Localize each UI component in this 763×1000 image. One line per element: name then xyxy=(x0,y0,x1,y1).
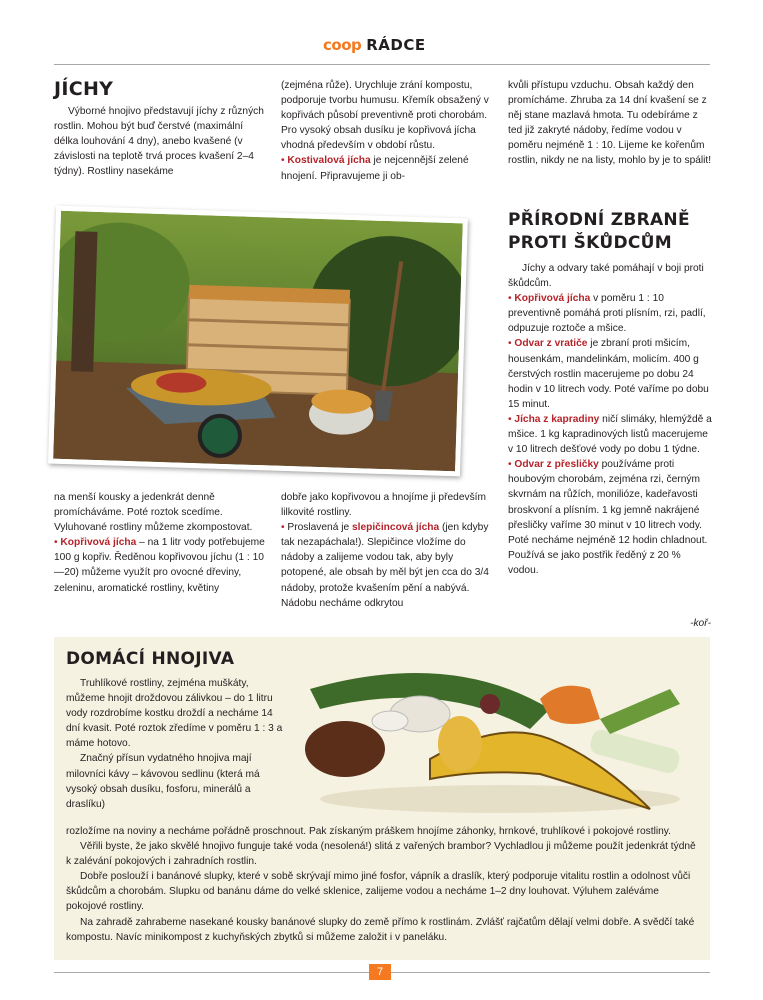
magazine-header xyxy=(323,36,426,54)
zbrane-intro: Jíchy a odvary také pomáhají v boji proti škůdcům. xyxy=(508,263,704,290)
jichy-column-1-bottom xyxy=(54,490,269,596)
domaci-top-column xyxy=(66,648,286,812)
slepicinec-bullet: • Proslavená je slepičincová jícha (jen kdyby tak nezapáchala!). Slepičince vložíme do nádoby a zalijeme vodou tak, aby byly potopené, ale obsah by měl být jen cca do 3/4 nádoby, protože kvašením pění a nabývá. Nádobu necháme odkrytou xyxy=(281,522,489,609)
kopriva-bullet: • Kopřivová jícha – na 1 litr vody potřebujeme 100 g kopřiv. Ředěnou kopřivovou jíchu (1 : 10—20) můžeme využít pro ovocné dřeviny, zeleninu, aromatické rostliny, květiny xyxy=(54,537,265,594)
zbrane-item-3-term: Jícha z kapradiny xyxy=(514,413,600,425)
jichy-col3-paragraph: kvůli přístupu vzduchu. Obsah každý den promícháme. Zhruba za 14 dní kvašení se z něj stane mazlavá hmota. Tu odebíráme z ted již zakryté nádoby, ředíme vodou v poměru nejméně 1 : 10. Lijeme ke kořenům rostlin, nikdy ne na listy, mohlo by je to spálit! xyxy=(508,80,712,167)
domaci-heading: DOMÁCÍ HNOJIVA xyxy=(66,649,235,669)
jichy-column-2-bottom xyxy=(281,490,496,611)
domaci-paragraph-3: Věřili byste, že jako skvělé hnojivo funguje také voda (nesolená!) slitá z vařených brambor? Vychladlou ji můžeme použít jedenkrát týdně k zalévání pokojových i zahradních rostlin. xyxy=(66,841,696,868)
domaci-paragraph-5: Na zahradě zahrabeme nasekané kousky banánové slupky do země přímo k rostlinám. Zvlášť rajčatům dělají velmi dobře. A svědčí také kompostu. Navíc minikompost z kuchyňských zbytků si můžeme založit i v paneláku. xyxy=(66,916,695,943)
jichy-heading: JÍCHY xyxy=(54,78,114,100)
zbrane-section xyxy=(508,209,713,578)
slepicinec-pre: Proslavená je xyxy=(287,522,352,534)
kitchen-scraps-photo xyxy=(300,649,700,819)
jichy-col2-bottom-paragraph: dobře jako kopřivovou a hnojíme ji především lilkovité rostliny. xyxy=(281,492,486,519)
kostival-text: je nejcennější zelené hnojení. Připravujeme ji ob- xyxy=(281,155,469,182)
zbrane-item-1: • Kopřivová jícha v poměru 1 : 10 preventivně pomáhá proti plísním, rzi, padlí, odpuzuje roztoče a mšice. xyxy=(508,293,706,335)
zbrane-item-3: • Jícha z kapradiny ničí slimáky, hlemýždě a mšice. 1 kg kapradinových listů macerujeme v 10 litrech dešťové vody po dobu 1 týdne. xyxy=(508,413,712,456)
jichy-column-2-top xyxy=(281,78,496,184)
zbrane-item-2-term: Odvar z vratiče xyxy=(514,338,588,350)
domaci-paragraph-2a: Značný přísun vydatného hnojiva mají milovníci kávy – kávovou sedlinu (která má vysoký obsah dusíku, fosforu, minerálů a draslíku) xyxy=(66,753,260,810)
jichy-column-1-top xyxy=(54,78,269,179)
jichy-paragraph-1: Výborné hnojivo představují jíchy z různých rostlin. Mohou být buď čerstvé (maximální délka louhování 4 dny), anebo kvašené (v závislosti na teplotě trvá proces kvašení 2–4 týdny). Rostliny nasekáme xyxy=(54,106,264,178)
zbrane-item-1-term: Kopřivová jícha xyxy=(514,293,591,305)
kopriva-term: Kopřivová jícha xyxy=(60,537,137,549)
domaci-paragraph-4: Dobře poslouží i banánové slupky, které v sobě skrývají mimo jiné fosfor, vápník a draslík, který podporuje vitalitu rostlin a odolnost vůči škůdcům a chorobám. Slupku od banánu dáme do velké sklenice, zalijeme vodou a necháme 1–2 dny louhovat. Výluhem zaléváme pokojové rostliny. xyxy=(66,871,691,913)
section-name: RÁDCE xyxy=(366,36,426,54)
kostival-term: Kostivalová jícha xyxy=(287,155,371,167)
zbrane-heading: PŘÍRODNÍ ZBRANĚ PROTI ŠKŮDCŮM xyxy=(508,210,690,253)
kitchen-scraps-illustration xyxy=(300,649,700,819)
domaci-paragraph-1: Truhlíkové rostliny, zejména muškáty, můžeme hnojit droždovou zálivkou – do 1 litru vody rozdrobíme kostku droždí a necháme 14 dní kvasit. Poté roztok zředíme v poměru 1 : 3 a máme hotovo. xyxy=(66,678,283,750)
slepicinec-term: slepičincová jícha xyxy=(351,522,440,534)
zbrane-item-4: • Odvar z přesličky používáme proti houbovým chorobám, zejména rzi, černým skvrnám na růžích, monilióze, kadeřavosti broskvoní a plísním. 1 kg jemně nakrájené přesličky vaříme 30 minut v 10 litrech vody. Poté necháme nejméně 12 hodin chladnout. Používá se jako postřik ředěný z 20 % vodou. xyxy=(508,459,708,576)
zbrane-item-2-text: je zbraní proti mšicím, housenkám, mandelinkám, molicím. 400 g čerstvých rostlin macerujeme po dobu 24 hodin v 10 litrech vody. Poté vaříme po dobu 15 minut. xyxy=(508,338,709,410)
header-divider xyxy=(54,64,710,65)
zbrane-item-4-term: Odvar z přesličky xyxy=(514,459,599,471)
domaci-wide-column xyxy=(66,824,702,945)
zbrane-item-3-text: ničí slimáky, hlemýždě a mšice. 1 kg kapradinových listů macerujeme v 10 litrech dešťové vody po dobu 1 týdne. xyxy=(508,413,712,456)
compost-illustration xyxy=(53,211,463,472)
slepicinec-text: (jen kdyby tak nezapáchala!). Slepičince vložíme do nádoby a zalijeme vodou tak, aby byly potopené, ale obsah by měl být jen cca do 3/4 nádoby, protože kvašením pění a nabývá. Nádobu necháme odkrytou xyxy=(281,522,489,609)
jichy-col1-bottom-paragraph: na menší kousky a jedenkrát denně promícháváme. Poté roztok scedíme. Vyluhované rostliny můžeme zkompostovat. xyxy=(54,492,253,534)
jichy-column-3-top xyxy=(508,78,713,169)
zbrane-item-1-text: v poměru 1 : 10 preventivně pomáhá proti plísním, rzi, padlí, odpuzuje roztoče a mšice. xyxy=(508,293,706,335)
page-number: 7 xyxy=(369,964,391,980)
author-signature: -koř- xyxy=(690,618,711,629)
jichy-col2-paragraph: (zejména růže). Urychluje zrání kompostu, podporuje tvorbu humusu. Křemík obsažený v kopřivách působí preventivně proti chorobám. Pro vysoký obsah dusíku je kopřivová jícha vhodná především v období růstu. xyxy=(281,80,489,152)
kostival-bullet: • Kostivalová jícha je nejcennější zelené hnojení. Připravujeme ji ob- xyxy=(281,155,469,182)
kopriva-text: – na 1 litr vody potřebujeme 100 g kopřiv. Ředěnou kopřivovou jíchu (1 : 10—20) můžeme využít pro ovocné dřeviny, zeleninu, aromatické rostliny, květiny xyxy=(54,537,265,594)
compost-photo xyxy=(48,206,468,477)
coop-logo: coop xyxy=(323,36,362,54)
domaci-paragraph-2b: rozložíme na noviny a necháme pořádně proschnout. Pak získaným práškem hnojíme záhonky, hrnkové, truhlíkové i pokojové rostliny. xyxy=(66,826,671,837)
zbrane-item-4-text: používáme proti houbovým chorobám, zejména rzi, černým skvrnám na růžích, monilióze, kadeřavosti broskvoní a plísním. 1 kg jemně nakrájené přesličky vaříme 30 minut v 10 litrech vody. Poté necháme nejméně 12 hodin chladnout. Používá se jako postřik ředěný z 20 % vodou. xyxy=(508,459,708,576)
zbrane-item-2: • Odvar z vratiče je zbraní proti mšicím, housenkám, mandelinkám, molicím. 400 g čerstvých rostlin macerujeme po dobu 24 hodin v 10 litrech vody. Poté vaříme po dobu 15 minut. xyxy=(508,338,709,410)
